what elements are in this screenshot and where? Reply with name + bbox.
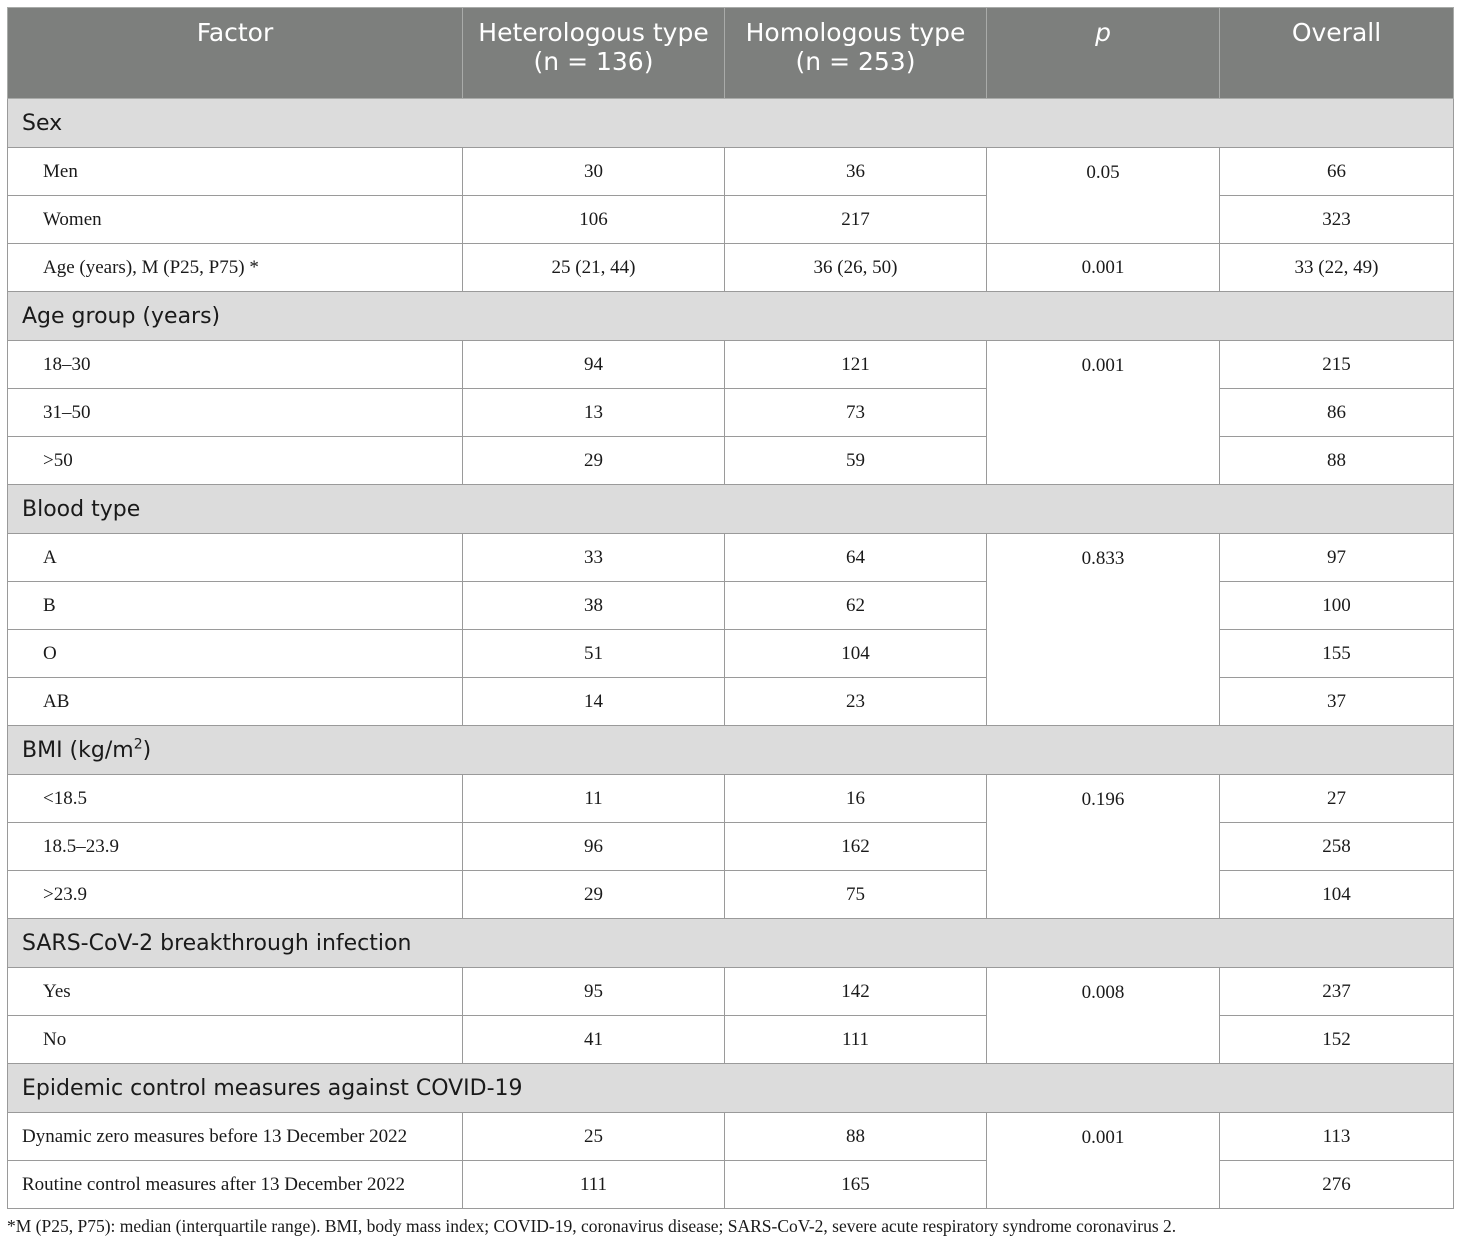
overall-value: 97 [1220, 534, 1454, 582]
table-row [8, 775, 1454, 823]
row-label: Age (years), M (P25, P75) * [8, 244, 463, 292]
row-label: A [8, 534, 463, 582]
table-row [8, 1113, 1454, 1161]
row-label: Routine control measures after 13 December 2022 [8, 1161, 463, 1209]
heterologous-value: 33 [463, 534, 725, 582]
table-row [8, 244, 1454, 292]
header-heterologous [463, 8, 725, 99]
row-label: Women [8, 196, 463, 244]
row-label: B [8, 582, 463, 630]
heterologous-value: 94 [463, 341, 725, 389]
homologous-value: 111 [725, 1016, 987, 1064]
row-label: AB [8, 678, 463, 726]
heterologous-value: 25 [463, 1113, 725, 1161]
header-factor: Factor [8, 8, 463, 99]
section-header-sex [8, 99, 1454, 148]
overall-value: 104 [1220, 871, 1454, 919]
homologous-value: 142 [725, 968, 987, 1016]
overall-value: 276 [1220, 1161, 1454, 1209]
heterologous-value: 111 [463, 1161, 725, 1209]
heterologous-value: 29 [463, 871, 725, 919]
section-header-breakthrough-infection [8, 919, 1454, 968]
section-title: Sex [8, 99, 1454, 148]
heterologous-value: 11 [463, 775, 725, 823]
row-label: <18.5 [8, 775, 463, 823]
p-value: 0.001 [987, 341, 1220, 485]
row-label: O [8, 630, 463, 678]
heterologous-value: 13 [463, 389, 725, 437]
table-row [8, 823, 1454, 871]
homologous-value: 88 [725, 1113, 987, 1161]
overall-value: 86 [1220, 389, 1454, 437]
homologous-value: 121 [725, 341, 987, 389]
overall-value: 258 [1220, 823, 1454, 871]
section-title: Age group (years) [8, 292, 1454, 341]
heterologous-value: 30 [463, 148, 725, 196]
table-row [8, 437, 1454, 485]
table-row [8, 534, 1454, 582]
table-footnote: *M (P25, P75): median (interquartile range). BMI, body mass index; COVID-19, coronavirus disease; SARS-CoV-2, severe acute respiratory syndrome coronavirus 2. [7, 1216, 1177, 1236]
header-overall: Overall [1220, 8, 1454, 99]
overall-value: 237 [1220, 968, 1454, 1016]
section-title-text: BMI (kg/m [22, 737, 134, 763]
row-label: >50 [8, 437, 463, 485]
homologous-value: 62 [725, 582, 987, 630]
heterologous-value: 51 [463, 630, 725, 678]
header-p-value: p [987, 8, 1220, 99]
heterologous-value: 96 [463, 823, 725, 871]
p-value: 0.196 [987, 775, 1220, 919]
table-row [8, 389, 1454, 437]
homologous-value: 16 [725, 775, 987, 823]
section-header-age-group [8, 292, 1454, 341]
row-label: 31–50 [8, 389, 463, 437]
p-value: 0.833 [987, 534, 1220, 726]
section-header-blood-type [8, 485, 1454, 534]
header-heterologous-line2: (n = 136) [533, 47, 654, 76]
row-label: Men [8, 148, 463, 196]
table-row [8, 341, 1454, 389]
overall-value: 27 [1220, 775, 1454, 823]
table-row [8, 630, 1454, 678]
homologous-value: 104 [725, 630, 987, 678]
p-value: 0.001 [987, 244, 1220, 292]
row-label: Dynamic zero measures before 13 December 2022 [8, 1113, 463, 1161]
header-row [8, 8, 1454, 99]
homologous-value: 59 [725, 437, 987, 485]
table-row [8, 678, 1454, 726]
section-header-epidemic-control [8, 1064, 1454, 1113]
p-value: 0.05 [987, 148, 1220, 244]
table-row [8, 148, 1454, 196]
p-value: 0.001 [987, 1113, 1220, 1209]
header-homologous-line1: Homologous type [745, 18, 966, 47]
section-title-end: ) [142, 737, 152, 763]
table-row [8, 871, 1454, 919]
homologous-value: 217 [725, 196, 987, 244]
table-row [8, 196, 1454, 244]
heterologous-value: 29 [463, 437, 725, 485]
homologous-value: 36 [725, 148, 987, 196]
header-heterologous-line1: Heterologous type [478, 18, 709, 47]
overall-value: 33 (22, 49) [1220, 244, 1454, 292]
section-title: SARS-CoV-2 breakthrough infection [8, 919, 1454, 968]
overall-value: 155 [1220, 630, 1454, 678]
overall-value: 100 [1220, 582, 1454, 630]
homologous-value: 75 [725, 871, 987, 919]
heterologous-value: 38 [463, 582, 725, 630]
homologous-value: 23 [725, 678, 987, 726]
section-title: Epidemic control measures against COVID-19 [8, 1064, 1454, 1113]
heterologous-value: 95 [463, 968, 725, 1016]
demographics-table [7, 7, 1454, 1209]
homologous-value: 162 [725, 823, 987, 871]
homologous-value: 165 [725, 1161, 987, 1209]
heterologous-value: 41 [463, 1016, 725, 1064]
row-label: No [8, 1016, 463, 1064]
header-homologous [725, 8, 987, 99]
table-row [8, 582, 1454, 630]
row-label: 18.5–23.9 [8, 823, 463, 871]
overall-value: 113 [1220, 1113, 1454, 1161]
table-row [8, 1016, 1454, 1064]
overall-value: 88 [1220, 437, 1454, 485]
heterologous-value: 106 [463, 196, 725, 244]
overall-value: 215 [1220, 341, 1454, 389]
section-title: Blood type [8, 485, 1454, 534]
overall-value: 66 [1220, 148, 1454, 196]
section-header-bmi [8, 726, 1454, 775]
overall-value: 37 [1220, 678, 1454, 726]
row-label: >23.9 [8, 871, 463, 919]
overall-value: 323 [1220, 196, 1454, 244]
section-title [8, 726, 1454, 775]
overall-value: 152 [1220, 1016, 1454, 1064]
heterologous-value: 25 (21, 44) [463, 244, 725, 292]
table-row [8, 1161, 1454, 1209]
row-label: Yes [8, 968, 463, 1016]
section-title-superscript: 2 [133, 736, 143, 753]
header-homologous-line2: (n = 253) [795, 47, 916, 76]
table-row [8, 968, 1454, 1016]
row-label: 18–30 [8, 341, 463, 389]
homologous-value: 36 (26, 50) [725, 244, 987, 292]
p-value: 0.008 [987, 968, 1220, 1064]
heterologous-value: 14 [463, 678, 725, 726]
homologous-value: 73 [725, 389, 987, 437]
homologous-value: 64 [725, 534, 987, 582]
